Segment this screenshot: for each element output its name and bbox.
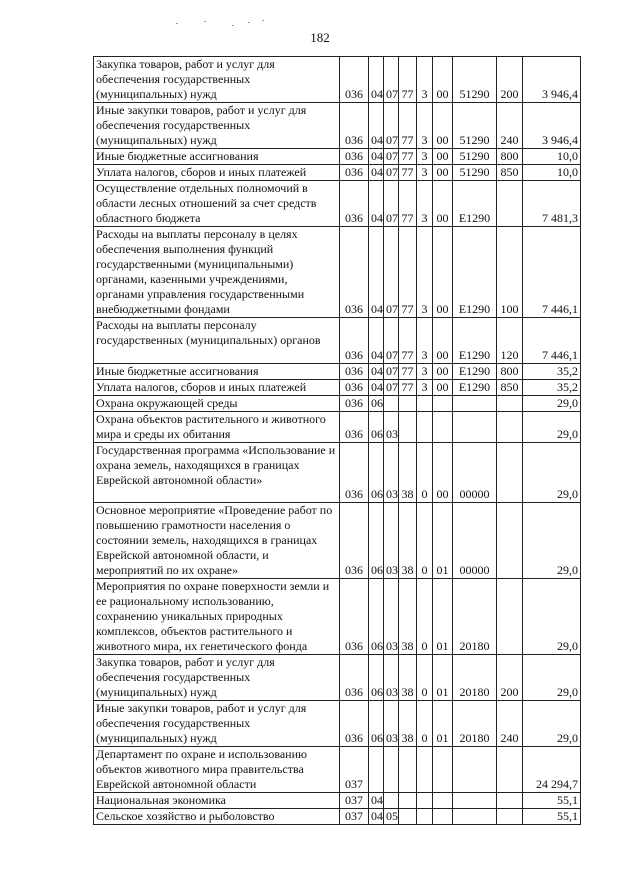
row-target-sub: 3 [417,380,433,396]
row-amount: 29,0 [523,701,581,747]
row-subsection-code: 03 [384,503,399,579]
row-ved-code: 037 [340,809,369,825]
row-ved-code: 036 [340,579,369,655]
row-amount: 29,0 [523,503,581,579]
row-target-sub [417,412,433,443]
row-name: Закупка товаров, работ и услуг для обеспечения государственных (муниципальных) нужд [94,655,340,701]
row-expense-type: 100 [497,227,523,318]
row-target-item [453,412,497,443]
row-expense-type [497,579,523,655]
table-row [94,165,581,181]
row-target-group [433,396,453,412]
row-subsection-code [384,747,399,793]
row-subsection-code: 07 [384,181,399,227]
table-row [94,412,581,443]
row-target-item: E1290 [453,318,497,364]
row-ved-code: 036 [340,655,369,701]
table-row [94,579,581,655]
row-target-group: 00 [433,318,453,364]
row-target-program [399,793,417,809]
row-name: Основное мероприятие «Проведение работ по повышению грамотности населения о состоянии земель, находящихся в границах Еврейской автономной области, и мероприятий по их охране» [94,503,340,579]
table-row [94,443,581,503]
row-section-code: 04 [369,364,384,380]
table-row [94,793,581,809]
row-target-group: 01 [433,655,453,701]
row-expense-type [497,747,523,793]
row-section-code: 04 [369,227,384,318]
row-target-sub: 3 [417,103,433,149]
row-expense-type: 120 [497,318,523,364]
row-target-program: 77 [399,165,417,181]
row-target-program: 77 [399,364,417,380]
row-target-program: 38 [399,443,417,503]
row-target-program: 38 [399,701,417,747]
row-section-code: 06 [369,443,384,503]
row-name: Уплата налогов, сборов и иных платежей [94,380,340,396]
row-section-code: 04 [369,793,384,809]
row-name: Охрана объектов растительного и животного мира и среды их обитания [94,412,340,443]
table-row [94,181,581,227]
row-target-group: 00 [433,380,453,396]
row-amount: 29,0 [523,412,581,443]
row-ved-code: 036 [340,165,369,181]
table-row [94,227,581,318]
row-target-sub: 0 [417,503,433,579]
row-section-code [369,747,384,793]
row-section-code: 04 [369,318,384,364]
row-ved-code: 036 [340,443,369,503]
row-target-sub: 3 [417,165,433,181]
page-number: 182 [310,30,330,45]
row-target-item [453,793,497,809]
row-section-code: 04 [369,57,384,103]
row-section-code: 06 [369,503,384,579]
row-target-item: 51290 [453,165,497,181]
budget-table-body [94,57,581,825]
row-target-group: 00 [433,443,453,503]
row-target-sub: 0 [417,443,433,503]
row-ved-code: 037 [340,747,369,793]
row-target-sub: 3 [417,227,433,318]
row-target-sub: 3 [417,318,433,364]
row-target-item [453,747,497,793]
table-row [94,318,581,364]
row-ved-code: 036 [340,318,369,364]
row-target-program: 38 [399,655,417,701]
row-expense-type: 800 [497,149,523,165]
row-expense-type: 850 [497,380,523,396]
row-expense-type [497,809,523,825]
row-amount: 29,0 [523,579,581,655]
row-expense-type [497,181,523,227]
row-target-item: E1290 [453,380,497,396]
row-section-code: 04 [369,103,384,149]
row-expense-type: 850 [497,165,523,181]
row-section-code: 04 [369,809,384,825]
row-target-sub: 3 [417,57,433,103]
row-name: Иные бюджетные ассигнования [94,364,340,380]
row-name: Охрана окружающей среды [94,396,340,412]
row-ved-code: 036 [340,227,369,318]
row-ved-code: 036 [340,181,369,227]
row-target-item: E1290 [453,227,497,318]
row-target-program: 38 [399,503,417,579]
row-subsection-code: 07 [384,149,399,165]
row-ved-code: 036 [340,149,369,165]
row-target-group: 00 [433,227,453,318]
row-subsection-code: 07 [384,103,399,149]
row-subsection-code: 07 [384,227,399,318]
row-target-program [399,809,417,825]
row-ved-code: 036 [340,57,369,103]
row-target-item: 00000 [453,503,497,579]
row-subsection-code: 07 [384,318,399,364]
row-target-group: 00 [433,103,453,149]
row-section-code: 06 [369,701,384,747]
row-amount: 35,2 [523,364,581,380]
row-subsection-code: 05 [384,809,399,825]
row-target-program: 77 [399,181,417,227]
row-target-program [399,396,417,412]
row-name: Иные бюджетные ассигнования [94,149,340,165]
row-name: Департамент по охране и использованию объектов животного мира правительства Еврейской автономной области [94,747,340,793]
row-subsection-code [384,793,399,809]
row-ved-code: 036 [340,701,369,747]
row-subsection-code [384,396,399,412]
table-row [94,809,581,825]
row-amount: 29,0 [523,443,581,503]
row-name: Расходы на выплаты персоналу в целях обеспечения выполнения функций государственными (муниципальными) органами, казенными учреждениями, органами управления государственными внебюджетными фондами [94,227,340,318]
row-target-item: E1290 [453,181,497,227]
row-target-program: 77 [399,149,417,165]
row-expense-type [497,443,523,503]
row-target-group [433,809,453,825]
row-section-code: 06 [369,412,384,443]
table-row [94,396,581,412]
row-target-program: 77 [399,57,417,103]
row-target-item [453,396,497,412]
row-target-group [433,747,453,793]
row-amount: 10,0 [523,165,581,181]
row-name: Национальная экономика [94,793,340,809]
row-target-item: 20180 [453,701,497,747]
row-ved-code: 036 [340,412,369,443]
row-amount: 7 446,1 [523,318,581,364]
row-amount: 10,0 [523,149,581,165]
row-target-program [399,412,417,443]
row-target-sub [417,809,433,825]
row-target-item [453,809,497,825]
row-expense-type [497,396,523,412]
row-subsection-code: 03 [384,579,399,655]
row-subsection-code: 07 [384,380,399,396]
row-amount: 55,1 [523,793,581,809]
row-ved-code: 036 [340,396,369,412]
row-target-group: 01 [433,579,453,655]
row-amount: 3 946,4 [523,57,581,103]
table-row [94,503,581,579]
row-name: Закупка товаров, работ и услуг для обеспечения государственных (муниципальных) нужд [94,57,340,103]
row-amount: 7 481,3 [523,181,581,227]
row-amount: 35,2 [523,380,581,396]
row-target-program [399,747,417,793]
row-target-item: 20180 [453,579,497,655]
row-target-sub: 0 [417,579,433,655]
row-target-sub [417,747,433,793]
row-target-group: 01 [433,503,453,579]
row-amount: 24 294,7 [523,747,581,793]
row-target-group: 00 [433,364,453,380]
row-ved-code: 036 [340,503,369,579]
table-row [94,57,581,103]
row-name: Сельское хозяйство и рыболовство [94,809,340,825]
row-target-group: 00 [433,181,453,227]
row-expense-type [497,793,523,809]
row-target-sub: 3 [417,181,433,227]
table-row [94,103,581,149]
budget-table [93,56,581,825]
row-target-item: 20180 [453,655,497,701]
row-name: Уплата налогов, сборов и иных платежей [94,165,340,181]
row-target-sub: 0 [417,655,433,701]
row-target-program: 77 [399,227,417,318]
row-target-item: 51290 [453,57,497,103]
row-target-group [433,412,453,443]
row-amount: 7 446,1 [523,227,581,318]
row-section-code: 06 [369,655,384,701]
table-row [94,380,581,396]
row-section-code: 04 [369,181,384,227]
row-expense-type: 800 [497,364,523,380]
row-name: Расходы на выплаты персоналу государственных (муниципальных) органов [94,318,340,364]
table-row [94,149,581,165]
row-target-sub: 3 [417,149,433,165]
table-row [94,364,581,380]
row-target-program: 77 [399,380,417,396]
row-section-code: 06 [369,579,384,655]
row-name: Мероприятия по охране поверхности земли и ее рациональному использованию, сохранению уникальных природных комплексов, объектов растительного и животного мира, их генетического фонда [94,579,340,655]
row-target-item: 00000 [453,443,497,503]
row-target-program: 77 [399,103,417,149]
row-target-item: 51290 [453,103,497,149]
row-subsection-code: 03 [384,443,399,503]
row-amount: 29,0 [523,655,581,701]
row-subsection-code: 07 [384,165,399,181]
row-subsection-code: 03 [384,701,399,747]
row-section-code: 04 [369,165,384,181]
row-section-code: 04 [369,149,384,165]
table-row [94,655,581,701]
row-amount: 29,0 [523,396,581,412]
row-target-sub: 0 [417,701,433,747]
row-subsection-code: 07 [384,57,399,103]
row-expense-type [497,412,523,443]
row-name: Государственная программа «Использование и охрана земель, находящихся в границах Еврейской автономной области» [94,443,340,503]
row-expense-type: 200 [497,655,523,701]
table-row [94,747,581,793]
row-name: Иные закупки товаров, работ и услуг для обеспечения государственных (муниципальных) нужд [94,103,340,149]
row-target-program: 38 [399,579,417,655]
row-target-item: 51290 [453,149,497,165]
row-target-sub [417,396,433,412]
row-target-group: 01 [433,701,453,747]
row-ved-code: 036 [340,380,369,396]
row-section-code: 06 [369,396,384,412]
row-amount: 55,1 [523,809,581,825]
row-target-program: 77 [399,318,417,364]
row-target-group: 00 [433,57,453,103]
row-subsection-code: 03 [384,412,399,443]
row-ved-code: 037 [340,793,369,809]
row-expense-type: 240 [497,103,523,149]
row-expense-type [497,503,523,579]
row-ved-code: 036 [340,103,369,149]
row-target-sub: 3 [417,364,433,380]
row-target-group: 00 [433,165,453,181]
row-name: Иные закупки товаров, работ и услуг для обеспечения государственных (муниципальных) нужд [94,701,340,747]
row-subsection-code: 03 [384,655,399,701]
row-expense-type: 240 [497,701,523,747]
row-target-group [433,793,453,809]
row-expense-type: 200 [497,57,523,103]
row-amount: 3 946,4 [523,103,581,149]
row-name: Осуществление отдельных полномочий в области лесных отношений за счет средств областного бюджета [94,181,340,227]
row-target-item: E1290 [453,364,497,380]
row-subsection-code: 07 [384,364,399,380]
row-ved-code: 036 [340,364,369,380]
table-row [94,701,581,747]
row-target-group: 00 [433,149,453,165]
row-target-sub [417,793,433,809]
row-section-code: 04 [369,380,384,396]
